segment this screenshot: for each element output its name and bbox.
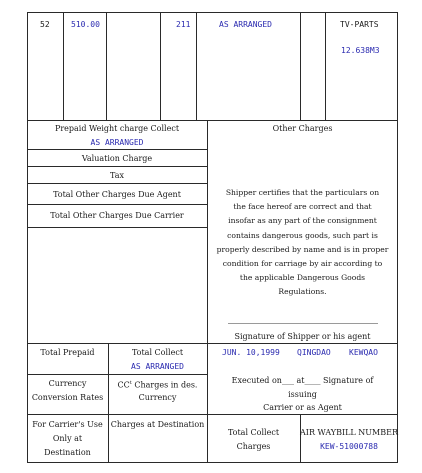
divider [27,374,207,375]
pieces-value: 52 [40,20,50,29]
divider [325,12,326,120]
charges-destination-label: Charges at Destination [110,420,205,429]
divider [63,12,64,120]
conversion-rates-label: Conversion Rates [31,393,104,402]
rate-charge-value: AS ARRANGED [219,20,272,29]
cert-line: Regulations. [278,287,327,297]
prepaid-weight-label: Prepaid Weight charge Collect [54,124,180,133]
volume-value: 12.638M3 [341,46,380,55]
divider [300,12,301,120]
cc-currency-label: Currency [138,393,177,402]
divider [196,12,197,120]
execution-code: KEWQAO [349,348,378,357]
awb-number-label: AIR WAYBILL NUMBER [300,428,398,437]
total-collect-charges-label: Total Collect [227,428,280,437]
cert-line: insofar as any part of the consignment [228,216,377,226]
cc-charges-label [108,378,207,391]
divider [106,12,107,120]
cert-line: Shipper certifies that the particulars on [225,188,380,197]
divider [300,414,301,463]
other-charges-carrier-label: Total Other Charges Due Carrier [50,211,184,220]
cc-prefix: CC [117,380,130,390]
execution-date: JUN. 10,1999 [222,348,280,357]
shipper-certification [207,186,398,300]
divider [27,414,398,415]
goods-nature-value: TV-PARTS [340,20,379,29]
cert-line: condition for carriage by air according to [222,259,383,269]
cert-line: the applicable Dangerous Goods [239,273,366,283]
currency-label: Currency [48,379,87,388]
divider [27,149,207,150]
total-collect-charges-label-2: Charges [236,442,271,451]
cert-line: the face hereof are correct and that [233,202,372,212]
gross-weight-value: 510.00 [71,20,100,29]
other-charges-label: Other Charges [272,124,333,133]
other-charges-agent-label: Total Other Charges Due Agent [53,190,181,199]
carrier-use-label-2: Only at [52,434,83,443]
carrier-use-label: For Carrier's Use [32,420,103,429]
execution-place: QINGDAO [297,348,331,357]
divider [27,166,207,167]
divider [27,343,398,344]
signature-line [228,323,378,324]
tax-label: Tax [110,171,124,180]
total-prepaid-label: Total Prepaid [40,348,95,357]
total-collect-value: AS ARRANGED [131,362,184,371]
carrier-agent-label: Carrier or as Agent [263,403,342,412]
issuing-label: issuing [288,390,317,399]
cert-line: properly described by name and is in proper [216,244,389,254]
divider [160,12,161,120]
executed-on-label: Executed on___ at____ Signature of [231,376,374,385]
carrier-use-label-3: Destination [44,448,91,457]
chargeable-weight-value: 211 [176,20,191,29]
divider [27,204,207,205]
shipper-signature-label: Signature of Shipper or his agent [234,332,371,341]
divider [27,120,398,121]
prepaid-weight-value: AS ARRANGED [90,138,144,147]
awb-number-value: KEW-51000788 [320,442,378,451]
total-collect-label: Total Collect [131,348,184,357]
valuation-charge-label: Valuation Charge [81,154,153,163]
divider [27,227,207,228]
cc-sup: t [129,380,132,386]
cert-line: contains dangerous goods, such part is [227,230,378,240]
cc-rest: Charges in des. [131,380,198,390]
divider [27,183,207,184]
